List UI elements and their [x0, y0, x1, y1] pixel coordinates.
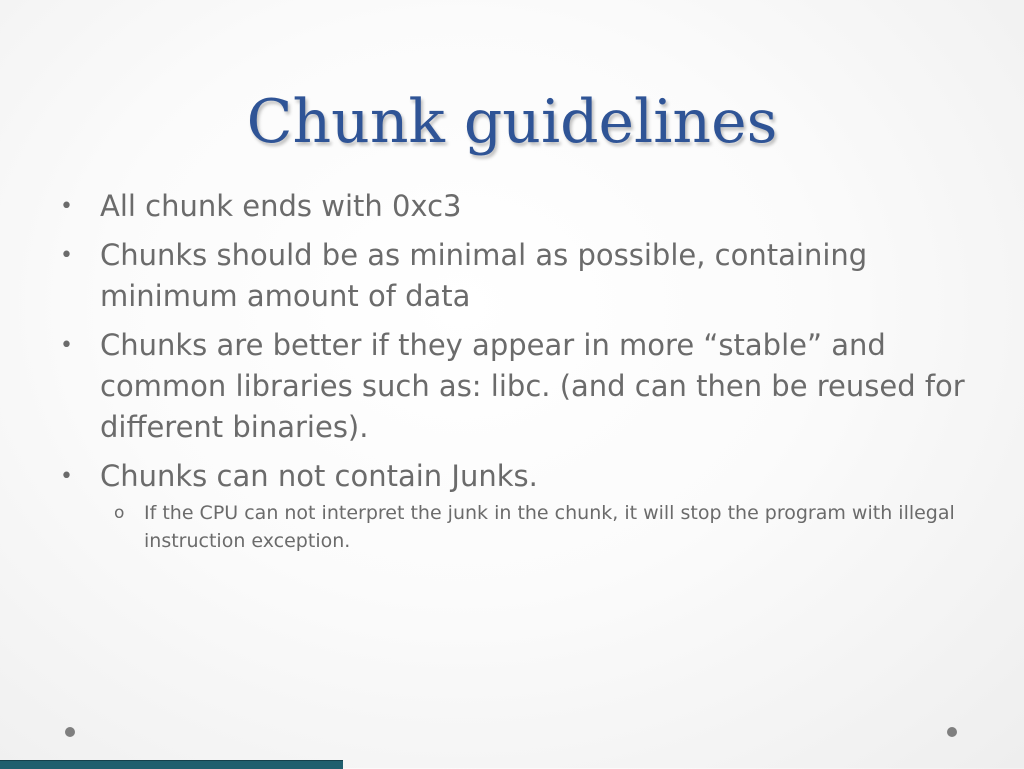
sub-bullet-text: If the CPU can not interpret the junk in the chunk, it will stop the program with illegal instruction exception. — [144, 502, 955, 552]
bullet-text: Chunks are better if they appear in more “stable” and common libraries such as: libc. (and can then be reused for different binaries). — [100, 328, 965, 444]
bullet-text: Chunks can not contain Junks. — [100, 459, 538, 493]
circle-bullet-icon: o — [114, 503, 125, 523]
bullet-item — [60, 186, 980, 227]
bullet-icon: • — [60, 333, 73, 358]
bullet-text: Chunks should be as minimal as possible, containing minimum amount of data — [100, 238, 868, 313]
bullet-icon: • — [60, 194, 73, 219]
bullet-item — [60, 325, 980, 448]
corner-dot-right-icon — [947, 727, 957, 737]
bullet-icon: • — [60, 464, 73, 489]
bullet-item — [60, 456, 980, 497]
corner-dot-left-icon — [65, 727, 75, 737]
bullet-text: All chunk ends with 0xc3 — [100, 189, 462, 223]
bullet-item — [60, 235, 980, 317]
bullet-icon: • — [60, 243, 73, 268]
sub-bullet-item — [60, 499, 964, 555]
slide-title: Chunk guidelines — [246, 87, 778, 157]
bullet-list — [60, 186, 980, 555]
